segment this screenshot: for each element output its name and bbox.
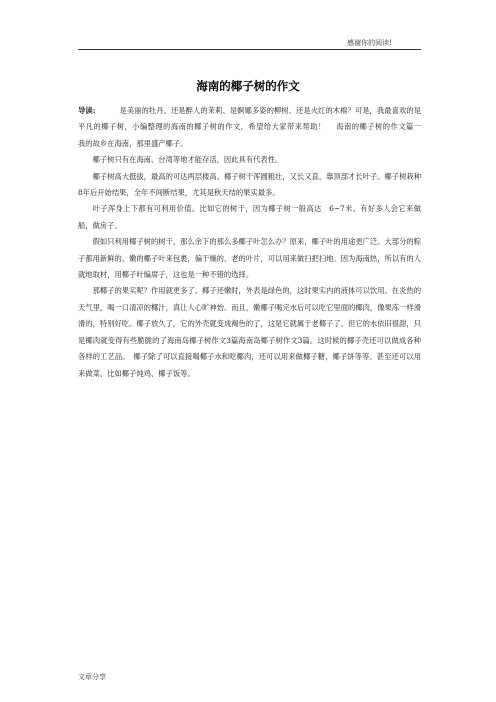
paragraph-5: 那椰子的果实呢？作用就更多了。椰子还嫩时，外表是绿色的，这时果实内的液体可以饮用。在炎热的天气里，喝一口清凉的椰汁，真让人心旷神怡。而且，嫩椰子喝完水后可以吃它里面的椰肉，像果冻一样滑滑的，特别好吃。椰子放久了，它的外壳就变成褐色的了，这是它就属于老椰子了。但它的水依旧很甜，只是椰肉就变得有些脆脆的了海南岛椰子树作文3篇海南岛椰子树作文3篇。这时候的椰子壳还可以做成各种各样的工艺品。 椰子除了可以直接喝椰子水和吃椰肉，还可以用来做椰子糖，椰子饼等等。甚至还可以用来做菜，比如椰子炖鸡、椰子饭等。 [78, 286, 421, 378]
lead-label: 导读: [78, 106, 96, 115]
paragraph-4: 假如只利用椰子树的树干，那么余下的那么多椰子叶怎么办？原来，椰子叶的用途更广泛。大部分的粽子都用新鲜的、嫩的椰子叶来包裹，偏干燥的、老的叶片，可以用来做扫把扫地。因为海南热，所以有的人就地取材，用椰子叶编席子，这也是一种不错的选择。 [78, 237, 421, 280]
header-note: 感谢你的阅读! [347, 39, 392, 47]
paragraph-2: 椰子树高大挺拔，最高的可达两层楼高。椰子树干浑圆粗壮，又长又直，靠顶部才长叶子。椰子树栽种8年后开始结果，全年不间断结果，尤其是秋天结的果实最多。 [78, 171, 421, 198]
document-body [78, 103, 436, 382]
paragraph-3: 叶子浑身上下都有可利用价值。比如它的树干，因为椰子树一般高达 6~7米。有好多人会它来做船，做房子。 [78, 204, 421, 230]
lead-paragraph [78, 103, 436, 152]
header-divider [78, 49, 421, 50]
footer-note: 文章分享 [78, 673, 106, 681]
paragraph-1: 椰子树只有在海南、台湾等地才能存活，因此具有代表性。 [92, 155, 283, 165]
lead-text: 是美丽的牡丹、还是醉人的茉莉、是婀娜多姿的柳树、还是火红的木棉？可是，我最喜欢的是平凡的椰子树，小编整理的海南的椰子树的作文，希望给大家带来帮助！ 海南的椰子树的作文篇一 我的故乡在海南，那里盛产椰子。 [78, 106, 436, 148]
document-title: 海南的椰子树的作文 [196, 79, 300, 93]
